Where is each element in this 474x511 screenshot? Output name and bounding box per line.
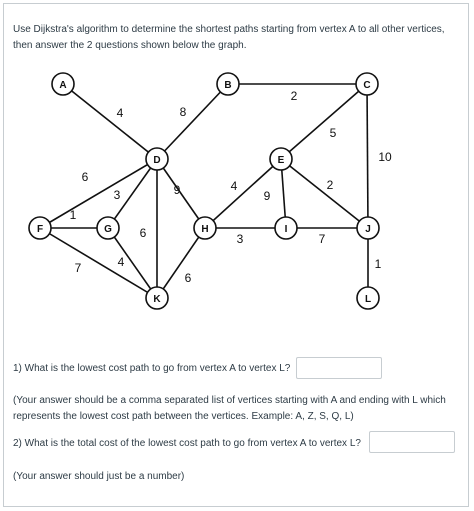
vertex-d <box>146 148 168 170</box>
svg-text:J: J <box>365 224 371 235</box>
weight-i-j: 7 <box>318 232 326 246</box>
question-1-answer-input[interactable] <box>296 357 382 379</box>
vertex-i <box>275 217 297 239</box>
vertex-k <box>146 287 168 309</box>
weight-f-k: 7 <box>74 261 82 275</box>
svg-text:G: G <box>104 224 112 235</box>
instructions-text: Use Dijkstra's algorithm to determine the shortest paths starting from vertex A to all other vertices, then answer the 2 questions shown below the graph. <box>13 24 445 51</box>
vertex-e <box>270 148 292 170</box>
edge-e-j <box>281 159 368 228</box>
edge-g-k <box>108 228 157 298</box>
weight-g-k: 4 <box>117 255 125 269</box>
edge-d-h <box>157 159 205 228</box>
edge-h-k <box>157 228 205 298</box>
vertex-g <box>97 217 119 239</box>
svg-text:K: K <box>153 294 161 305</box>
weight-d-h: 9 <box>173 183 181 197</box>
svg-text:E: E <box>277 155 285 166</box>
weight-d-f: 6 <box>81 170 89 184</box>
edge-a-d <box>63 84 157 159</box>
vertex-f <box>29 217 51 239</box>
svg-text:C: C <box>363 80 371 91</box>
svg-text:B: B <box>224 80 232 91</box>
question-1-text: 1) What is the lowest cost path to go from vertex A to vertex L? <box>13 363 291 374</box>
question-2-text: 2) What is the total cost of the lowest cost path to go from vertex A to vertex L? <box>13 438 361 449</box>
svg-text:H: H <box>201 224 209 235</box>
svg-text:I: I <box>284 224 288 235</box>
vertex-c <box>356 73 378 95</box>
weight-d-k: 6 <box>139 226 147 240</box>
weight-c-e: 5 <box>329 126 337 140</box>
weight-h-e: 4 <box>230 179 238 193</box>
question-2-answer-input[interactable] <box>369 431 455 453</box>
weight-e-i: 9 <box>263 189 271 203</box>
weight-b-d: 8 <box>179 105 187 119</box>
weight-h-k: 6 <box>184 271 192 285</box>
svg-text:F: F <box>36 224 44 235</box>
weight-d-g: 3 <box>113 188 121 202</box>
weight-h-i: 3 <box>236 232 244 246</box>
vertex-h <box>194 217 216 239</box>
question-1-hint: (Your answer should be a comma separated list of vertices starting with A and ending with L which represents the lowest cost path between the vertices. Example: A, Z, S, Q, L) <box>13 395 446 422</box>
edge-b-d <box>157 84 228 159</box>
edge-c-j <box>367 84 368 228</box>
weight-j-l: 1 <box>374 257 382 271</box>
edge-d-f <box>40 159 157 228</box>
question-2-hint: (Your answer should just be a number) <box>13 471 185 482</box>
weight-a-d: 4 <box>116 106 124 120</box>
vertex-j <box>357 217 379 239</box>
vertex-a <box>52 73 74 95</box>
vertex-l <box>357 287 379 309</box>
vertex-b <box>217 73 239 95</box>
svg-text:D: D <box>153 155 161 166</box>
weight-c-j: 10 <box>378 150 392 164</box>
weight-e-j: 2 <box>326 178 334 192</box>
svg-text:L: L <box>364 294 372 305</box>
svg-text:A: A <box>59 80 67 91</box>
weight-b-c: 2 <box>290 89 298 103</box>
weight-f-g: 1 <box>69 208 77 222</box>
